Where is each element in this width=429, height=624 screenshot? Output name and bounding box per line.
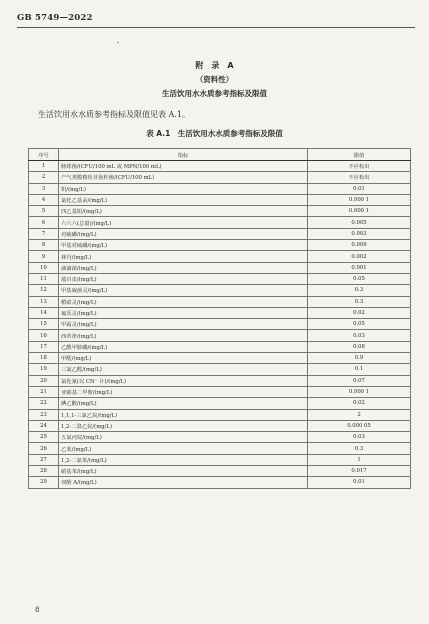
- table-row: [29, 386, 411, 397]
- table-row: [29, 466, 411, 477]
- row-number: 6: [29, 217, 59, 228]
- table-row: [29, 285, 411, 296]
- row-number: 11: [29, 273, 59, 284]
- limit-value: 0.000 1: [308, 206, 411, 217]
- indicator-name: 林丹/(mg/L): [59, 251, 308, 262]
- indicator-name: 硝基苯/(mg/L): [59, 466, 308, 477]
- row-number: 5: [29, 206, 59, 217]
- table-header-row: [29, 149, 411, 161]
- indicator-name: 乙苯/(mg/L): [59, 443, 308, 454]
- annex-title: 附 录 A: [195, 61, 234, 70]
- indicator-name: 氯化乙基汞/(mg/L): [59, 194, 308, 205]
- standard-code: GB 5749—2022: [17, 13, 93, 23]
- table-row: [29, 341, 411, 352]
- table-row: [29, 420, 411, 431]
- table-row: [29, 251, 411, 262]
- scan-speck: [117, 42, 119, 43]
- row-number: 13: [29, 296, 59, 307]
- table-row: [29, 262, 411, 273]
- row-number: 4: [29, 194, 59, 205]
- row-number: 7: [29, 228, 59, 239]
- indicator-name: 稻瘟灵/(mg/L): [59, 296, 308, 307]
- limit-value: 0.3: [308, 285, 411, 296]
- annex-note: （资料性）: [195, 75, 234, 84]
- limit-value: 0.02: [308, 307, 411, 318]
- row-number: 28: [29, 466, 59, 477]
- limit-value: 0.003: [308, 228, 411, 239]
- limit-value: 0.000 1: [308, 194, 411, 205]
- row-number: 15: [29, 319, 59, 330]
- limit-value: 0.001: [308, 262, 411, 273]
- table-row: [29, 183, 411, 194]
- indicator-name: 1,2-二溴乙烷/(mg/L): [59, 420, 308, 431]
- table-row: [29, 353, 411, 364]
- row-number: 1: [29, 161, 59, 172]
- limit-value: 0.08: [308, 341, 411, 352]
- indicator-name: 氯化氰(以 CN⁻ 计)/(mg/L): [59, 375, 308, 386]
- table-row: [29, 443, 411, 454]
- limit-value: 0.009: [308, 240, 411, 251]
- table-row: [29, 477, 411, 488]
- table-row: [29, 217, 411, 228]
- indicator-name: 钒/(mg/L): [59, 183, 308, 194]
- table-row: [29, 319, 411, 330]
- annex-heading: 生活饮用水水质参考指标及限值: [162, 89, 267, 98]
- header-no: 序号: [29, 149, 59, 161]
- limit-value: 0.3: [308, 443, 411, 454]
- table-row: [29, 307, 411, 318]
- limit-value: 0.3: [308, 296, 411, 307]
- table-caption: 表 A.1 生活饮用水水质参考指标及限值: [146, 129, 283, 138]
- header-indicator: 指标: [59, 149, 308, 161]
- indicator-name: 甲基硫菌灵/(mg/L): [59, 285, 308, 296]
- indicator-name: 碘乙酸/(mg/L): [59, 398, 308, 409]
- row-number: 27: [29, 454, 59, 465]
- row-number: 14: [29, 307, 59, 318]
- indicator-name: 三氯乙醛/(mg/L): [59, 364, 308, 375]
- table-row: [29, 454, 411, 465]
- indicator-name: 敌百虫/(mg/L): [59, 273, 308, 284]
- table-row: [29, 432, 411, 443]
- indicator-name: 甲基对硫磷/(mg/L): [59, 240, 308, 251]
- indicator-name: 1,2-二氯苯/(mg/L): [59, 454, 308, 465]
- table-row: [29, 194, 411, 205]
- indicator-name: 滴滴涕/(mg/L): [59, 262, 308, 273]
- row-number: 9: [29, 251, 59, 262]
- reference-indicators-table: [28, 148, 411, 489]
- indicator-name: 五氯丙烷/(mg/L): [59, 432, 308, 443]
- row-number: 24: [29, 420, 59, 431]
- row-number: 29: [29, 477, 59, 488]
- row-number: 26: [29, 443, 59, 454]
- limit-value: 0.1: [308, 364, 411, 375]
- row-number: 25: [29, 432, 59, 443]
- table-row: [29, 398, 411, 409]
- row-number: 10: [29, 262, 59, 273]
- row-number: 12: [29, 285, 59, 296]
- limit-value: 不应检出: [308, 161, 411, 172]
- table-row: [29, 409, 411, 420]
- limit-value: 0.05: [308, 319, 411, 330]
- table-row: [29, 375, 411, 386]
- limit-value: 0.07: [308, 375, 411, 386]
- row-number: 22: [29, 398, 59, 409]
- row-number: 19: [29, 364, 59, 375]
- limit-value: 0.9: [308, 353, 411, 364]
- limit-value: 2: [308, 409, 411, 420]
- row-number: 8: [29, 240, 59, 251]
- row-number: 16: [29, 330, 59, 341]
- limit-value: 0.03: [308, 330, 411, 341]
- header-rule: [17, 27, 415, 28]
- indicator-name: 亚硝基二甲胺/(mg/L): [59, 386, 308, 397]
- table-row: [29, 206, 411, 217]
- limit-value: 0.017: [308, 466, 411, 477]
- indicator-name: 双酚 A/(mg/L): [59, 477, 308, 488]
- limit-value: 0.000 05: [308, 420, 411, 431]
- indicator-name: 甲醛/(mg/L): [59, 353, 308, 364]
- row-number: 17: [29, 341, 59, 352]
- limit-value: 0.02: [308, 398, 411, 409]
- table-row: [29, 161, 411, 172]
- indicator-name: 产气荚膜梭状芽孢杆菌/(CFU/100 mL): [59, 172, 308, 183]
- indicator-name: 四乙基铅/(mg/L): [59, 206, 308, 217]
- table-row: [29, 228, 411, 239]
- limit-value: 0.002: [308, 251, 411, 262]
- page-number: 8: [35, 606, 40, 614]
- limit-value: 不应检出: [308, 172, 411, 183]
- intro-paragraph: 生活饮用水水质参考指标及限值见表 A.1。: [38, 110, 190, 119]
- table-row: [29, 273, 411, 284]
- limit-value: 0.03: [308, 432, 411, 443]
- limit-value: 0.01: [308, 477, 411, 488]
- limit-value: 0.005: [308, 217, 411, 228]
- indicator-name: 乙酰甲胺磷/(mg/L): [59, 341, 308, 352]
- table-body: [29, 161, 411, 489]
- row-number: 21: [29, 386, 59, 397]
- table-row: [29, 330, 411, 341]
- indicator-name: 对硫磷/(mg/L): [59, 228, 308, 239]
- header-limit: 限值: [308, 149, 411, 161]
- limit-value: 0.01: [308, 183, 411, 194]
- indicator-name: 氟乐灵/(mg/L): [59, 307, 308, 318]
- table-row: [29, 296, 411, 307]
- indicator-name: 1,1,1-三氯乙烷/(mg/L): [59, 409, 308, 420]
- row-number: 20: [29, 375, 59, 386]
- table-row: [29, 172, 411, 183]
- indicator-name: 西草净/(mg/L): [59, 330, 308, 341]
- table-row: [29, 364, 411, 375]
- limit-value: 1: [308, 454, 411, 465]
- table-row: [29, 240, 411, 251]
- row-number: 2: [29, 172, 59, 183]
- limit-value: 0.05: [308, 273, 411, 284]
- indicator-name: 六六六(总量)/(mg/L): [59, 217, 308, 228]
- limit-value: 0.000 1: [308, 386, 411, 397]
- row-number: 18: [29, 353, 59, 364]
- row-number: 3: [29, 183, 59, 194]
- indicator-name: 甲霜灵/(mg/L): [59, 319, 308, 330]
- indicator-name: 肠球菌/(CFU/100 mL 或 MPN/100 mL): [59, 161, 308, 172]
- row-number: 23: [29, 409, 59, 420]
